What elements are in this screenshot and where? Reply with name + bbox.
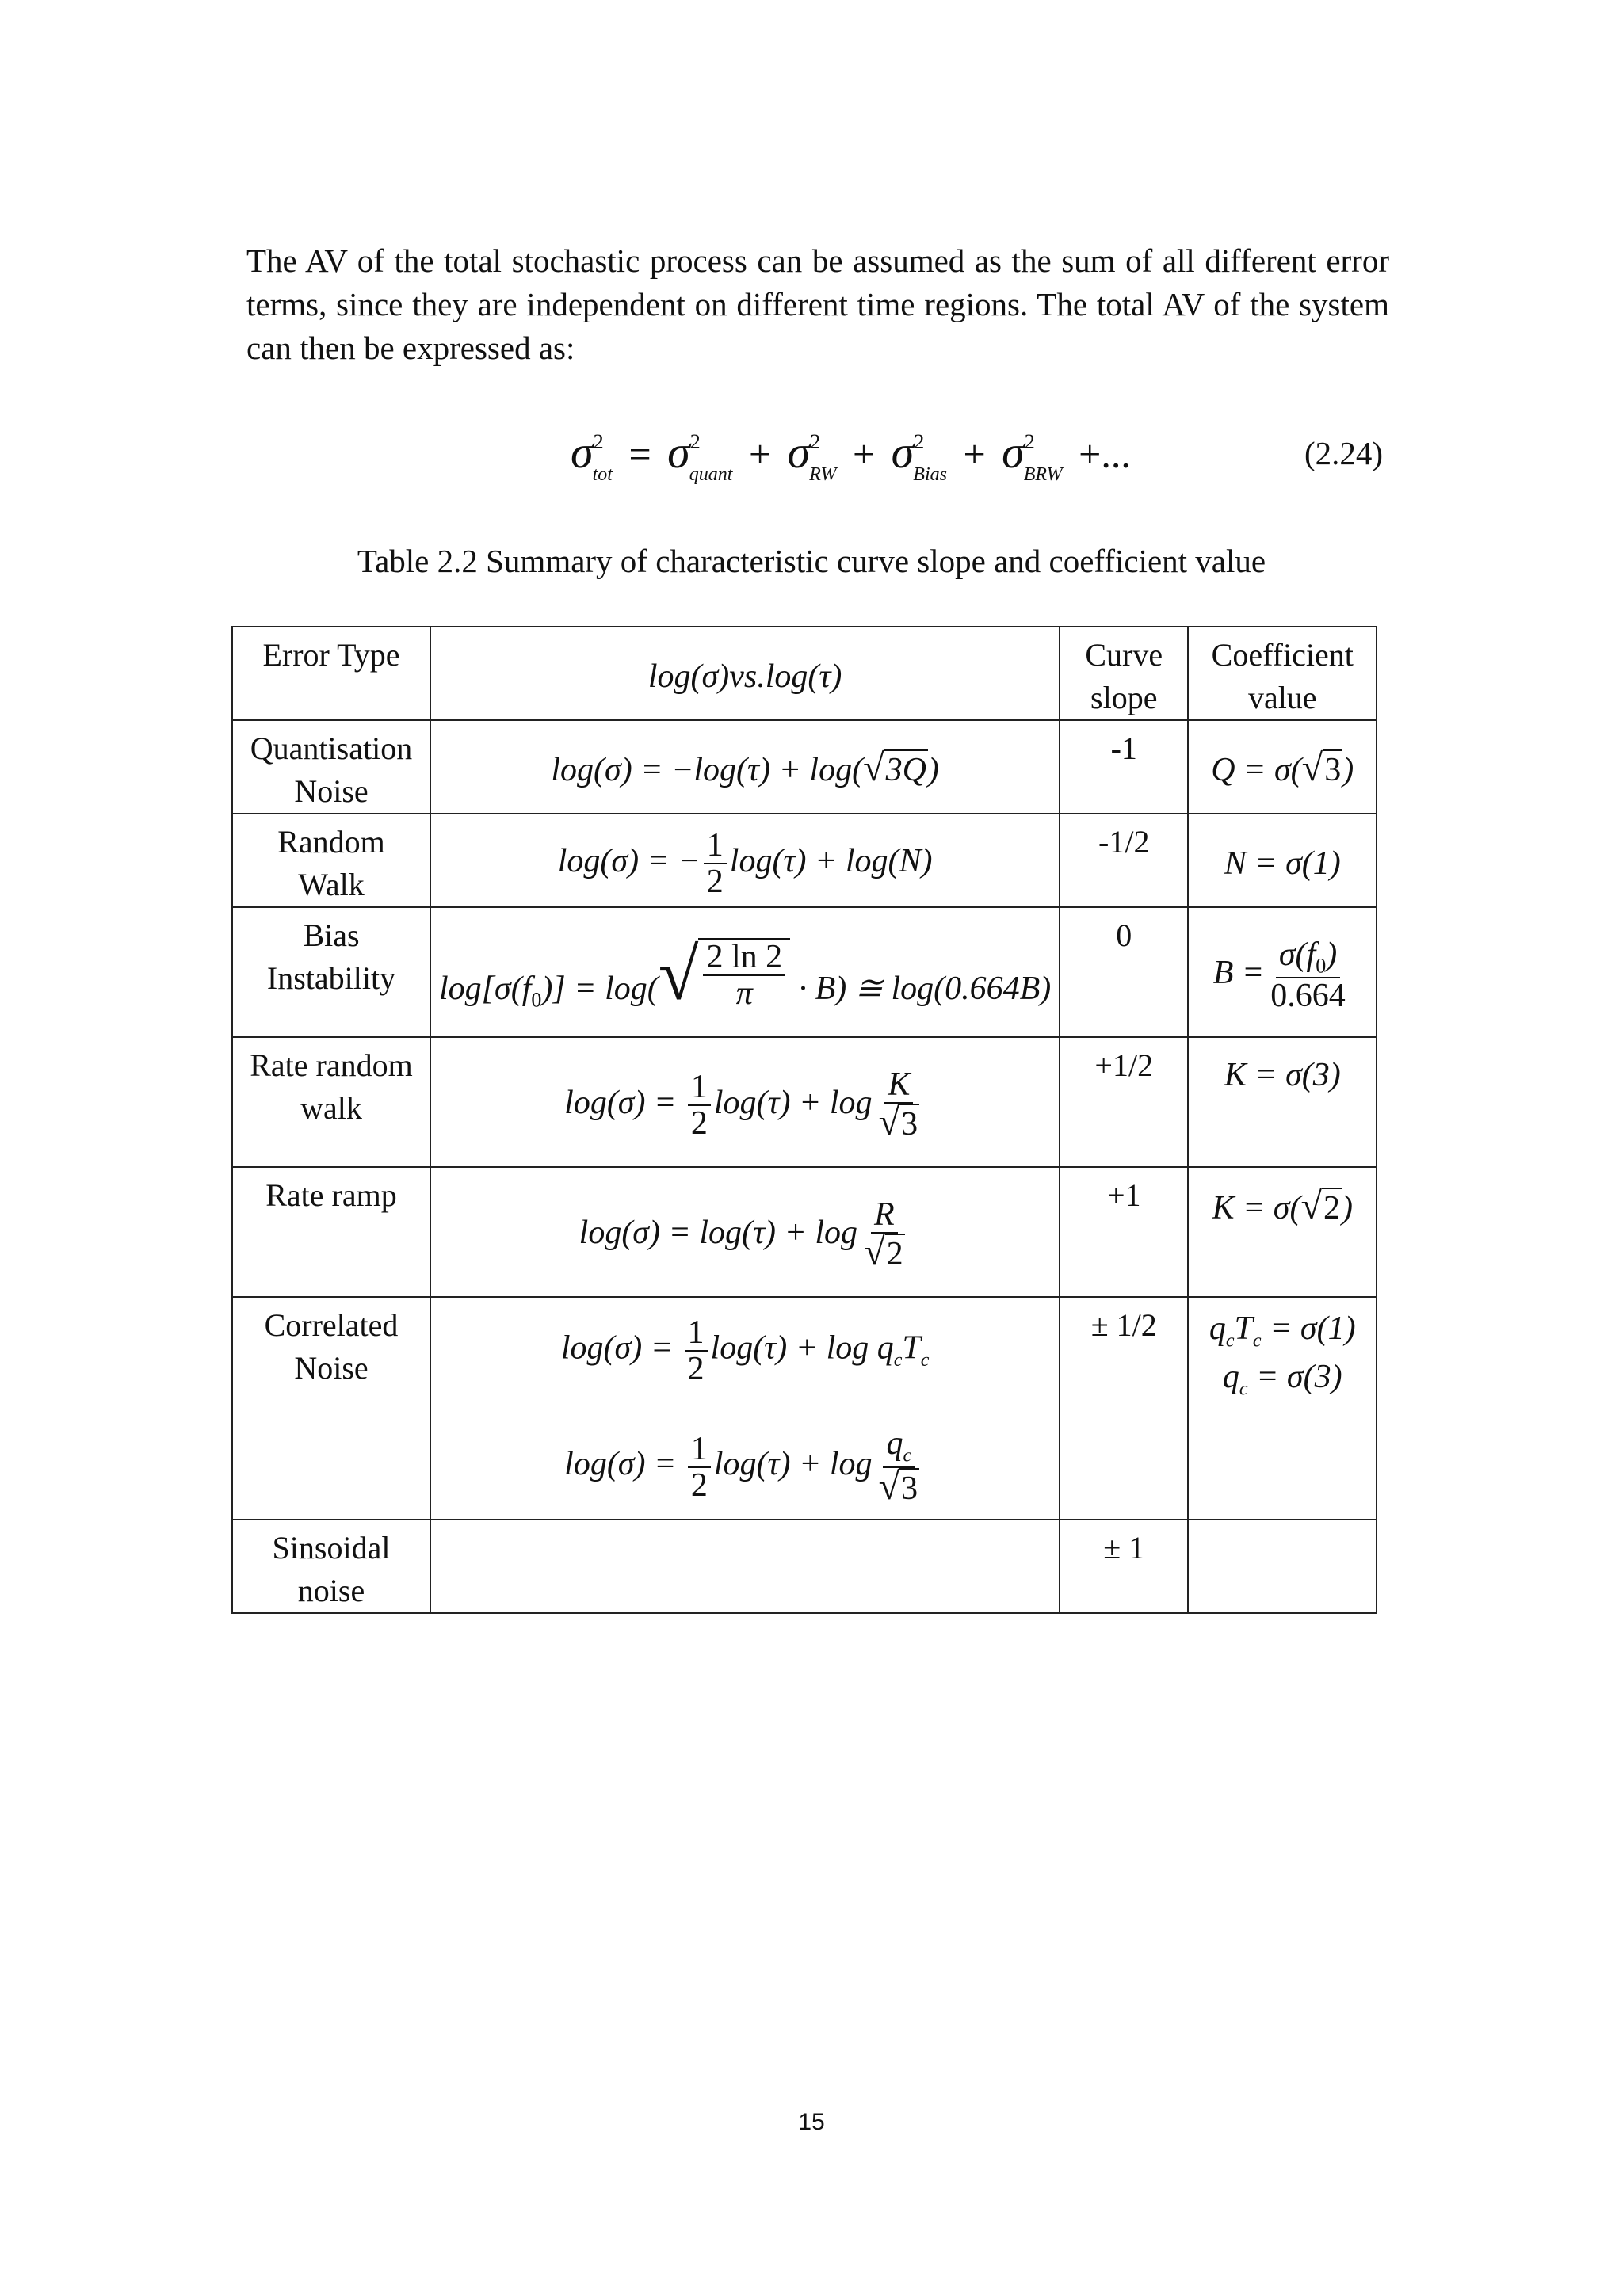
row-formula: log(σ) = $\frac{1}{2}$ $\log(\tau) + \log q_cT_c$ log(σ) = $\frac{1}{2}$ log(τ) + log $q_c$ √ 3 [430,1297,1060,1520]
header-curve-slope: Curve slope [1060,627,1188,720]
row-formula: log(σ) = −log(τ) + log( √ 3Q ) [430,720,1060,814]
row-slope: +1/2 [1060,1037,1188,1167]
row-coefficient: $q_cT_c = \sigma(1)$ $q_c = \sigma(3)$ [1188,1297,1377,1520]
row-formula: log(σ) = log(τ) + log R √ 2 [430,1167,1060,1297]
table-row [232,814,1377,907]
row-slope: ± 1/2 [1060,1297,1188,1520]
table-row [232,1520,1377,1613]
row-formula: log(σ) = − $\frac{1}{2}$ log(τ) + log(N) [430,814,1060,907]
summary-table [231,626,1377,1614]
row-type: Quantisation Noise [232,720,430,814]
row-formula: log(σ) = $\frac{1}{2}$ log(τ) + log K √ 3 [430,1037,1060,1167]
row-slope: +1 [1060,1167,1188,1297]
row-type: Bias Instability [232,907,430,1037]
row-formula [430,1520,1060,1613]
body-paragraph: The AV of the total stochastic process can be assumed as the sum of all different error terms, since they are independent on different time regions. The total AV of the system can then be expressed as: [246,242,1389,366]
row-slope: 0 [1060,907,1188,1037]
equation-number: (2.24) [1304,435,1384,471]
row-coefficient: K = σ(3) [1188,1037,1377,1167]
row-slope: -1/2 [1060,814,1188,907]
row-coefficient: K = σ( √ 2 ) [1188,1167,1377,1297]
page-number: 15 [798,2109,825,2135]
row-type: Correlated Noise [232,1297,430,1520]
table-caption: Table 2.2 Summary of characteristic curve slope and coefficient value [357,543,1266,579]
equation-2-24: $\sigma^2_{tot} = \sigma^2_{quant} + \sigma^2_{RW} + \sigma^2_{Bias} + \sigma^2_{BRW}$ +... [571,426,1131,485]
row-type: Rate random walk [232,1037,430,1167]
row-coefficient: B = $\frac{\sigma(f_0)}{0.664}$ [1188,907,1377,1037]
row-coefficient: Q = σ( √ 3 ) [1188,720,1377,814]
table-row [232,907,1377,1037]
table-row [232,720,1377,814]
row-type: Random Walk [232,814,430,907]
row-type: Rate ramp [232,1167,430,1297]
header-coefficient-value: Coefficient value [1188,627,1377,720]
row-type: Sinsoidal noise [232,1520,430,1613]
row-slope: ± 1 [1060,1520,1188,1613]
row-coefficient: N = σ(1) [1188,814,1377,907]
header-log-relation: log(σ)vs.log(τ) [430,627,1060,720]
row-formula: $\log[\sigma(f_0)] = \log$( √ $\frac{2 \ln 2}{\pi}$ · B) ≅ log(0.664B) [430,907,1060,1037]
table-row [232,1037,1377,1167]
row-coefficient [1188,1520,1377,1613]
table-row [232,1297,1377,1520]
table-row [232,1167,1377,1297]
header-error-type: Error Type [232,627,430,720]
row-slope: -1 [1060,720,1188,814]
table-header-row [232,627,1377,720]
